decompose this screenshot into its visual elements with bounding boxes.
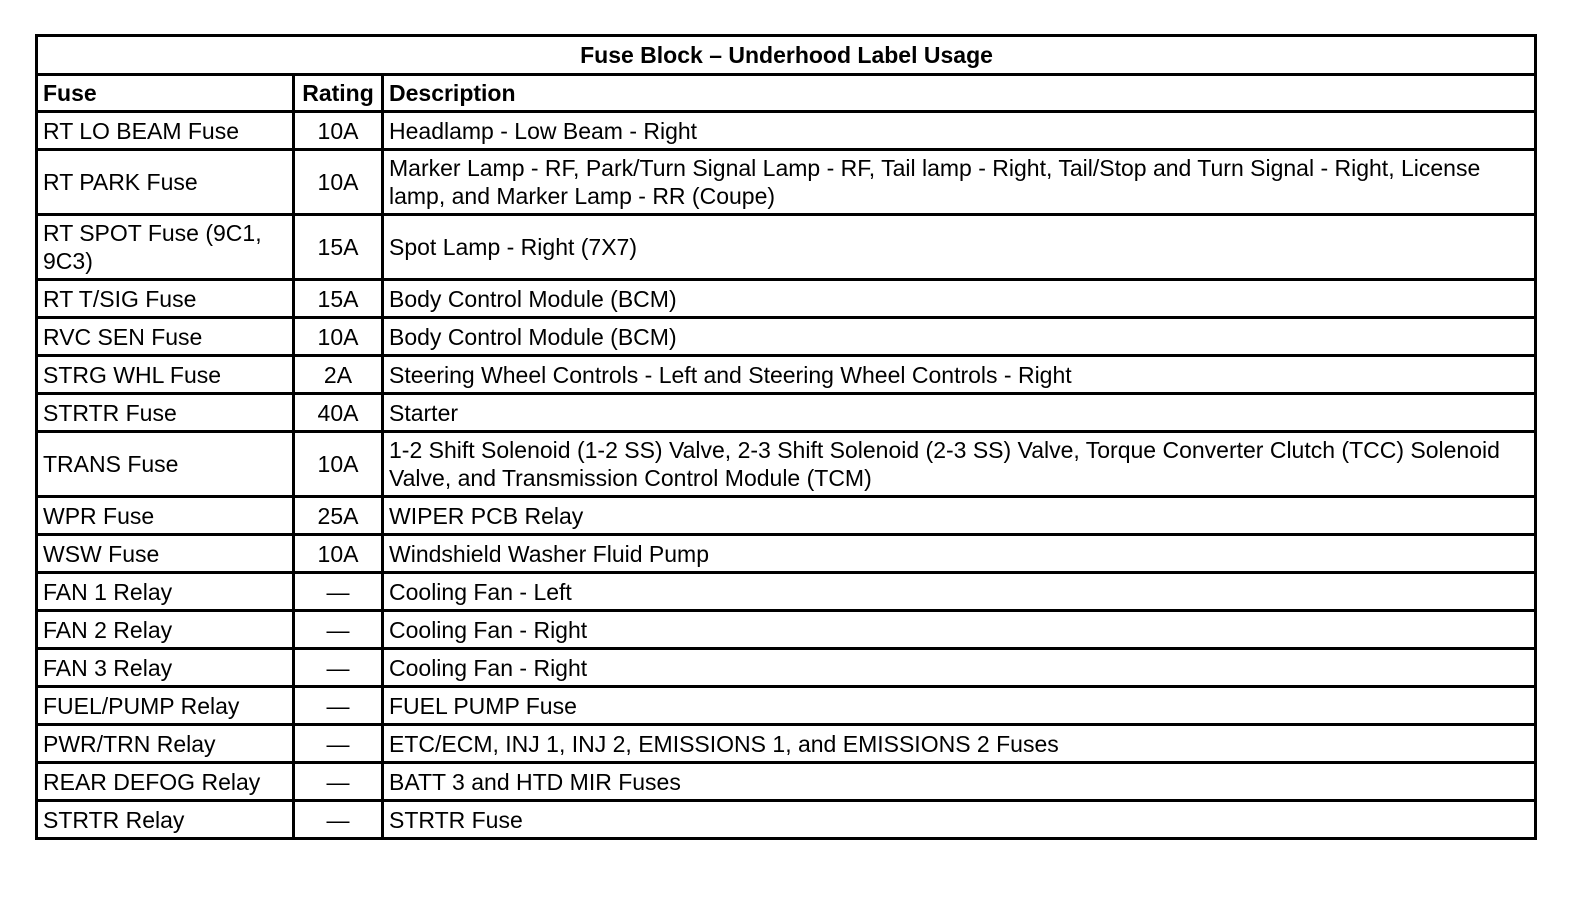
rating-cell: —	[294, 801, 383, 839]
fuse-cell: FAN 3 Relay	[37, 649, 294, 687]
description-cell: Body Control Module (BCM)	[383, 318, 1536, 356]
rating-cell: 10A	[294, 432, 383, 497]
table-row	[37, 318, 1536, 356]
table-row	[37, 280, 1536, 318]
description-cell: ETC/ECM, INJ 1, INJ 2, EMISSIONS 1, and EMISSIONS 2 Fuses	[383, 725, 1536, 763]
table-title-row	[37, 36, 1536, 75]
fuse-cell: FUEL/PUMP Relay	[37, 687, 294, 725]
table-row	[37, 497, 1536, 535]
table-row	[37, 535, 1536, 573]
fuse-cell: RT T/SIG Fuse	[37, 280, 294, 318]
description-cell: Headlamp - Low Beam - Right	[383, 112, 1536, 150]
rating-cell: 15A	[294, 280, 383, 318]
description-cell: Windshield Washer Fluid Pump	[383, 535, 1536, 573]
fuse-cell: REAR DEFOG Relay	[37, 763, 294, 801]
rating-cell: 2A	[294, 356, 383, 394]
fuse-cell: RT SPOT Fuse (9C1, 9C3)	[37, 215, 294, 280]
table-row	[37, 611, 1536, 649]
description-cell: Marker Lamp - RF, Park/Turn Signal Lamp - RF, Tail lamp - Right, Tail/Stop and Turn Signal - Right, License lamp, and Marker Lamp - RR (Coupe)	[383, 150, 1536, 215]
table-row	[37, 432, 1536, 497]
table-row	[37, 687, 1536, 725]
fuse-cell: TRANS Fuse	[37, 432, 294, 497]
rating-cell: —	[294, 687, 383, 725]
description-cell: WIPER PCB Relay	[383, 497, 1536, 535]
table-row	[37, 215, 1536, 280]
rating-cell: 10A	[294, 150, 383, 215]
description-cell: Spot Lamp - Right (7X7)	[383, 215, 1536, 280]
fuse-cell: FAN 1 Relay	[37, 573, 294, 611]
rating-cell: —	[294, 763, 383, 801]
description-cell: BATT 3 and HTD MIR Fuses	[383, 763, 1536, 801]
rating-cell: 10A	[294, 112, 383, 150]
table-title: Fuse Block – Underhood Label Usage	[37, 36, 1536, 75]
table-row	[37, 649, 1536, 687]
fuse-cell: PWR/TRN Relay	[37, 725, 294, 763]
table-header-row	[37, 75, 1536, 112]
table-row	[37, 394, 1536, 432]
fuse-cell: FAN 2 Relay	[37, 611, 294, 649]
header-rating: Rating	[294, 75, 383, 112]
table-row	[37, 763, 1536, 801]
table-row	[37, 356, 1536, 394]
fuse-cell: STRTR Fuse	[37, 394, 294, 432]
description-cell: Steering Wheel Controls - Left and Steering Wheel Controls - Right	[383, 356, 1536, 394]
table-row	[37, 112, 1536, 150]
rating-cell: 25A	[294, 497, 383, 535]
table-row	[37, 150, 1536, 215]
fuse-cell: WSW Fuse	[37, 535, 294, 573]
description-cell: Cooling Fan - Right	[383, 649, 1536, 687]
table-row	[37, 801, 1536, 839]
rating-cell: —	[294, 649, 383, 687]
rating-cell: —	[294, 725, 383, 763]
rating-cell: —	[294, 611, 383, 649]
description-cell: Body Control Module (BCM)	[383, 280, 1536, 318]
fuse-cell: WPR Fuse	[37, 497, 294, 535]
rating-cell: 10A	[294, 535, 383, 573]
description-cell: Cooling Fan - Right	[383, 611, 1536, 649]
description-cell: Starter	[383, 394, 1536, 432]
rating-cell: 10A	[294, 318, 383, 356]
table-row	[37, 725, 1536, 763]
description-cell: STRTR Fuse	[383, 801, 1536, 839]
fuse-cell: STRG WHL Fuse	[37, 356, 294, 394]
fuse-cell: RT PARK Fuse	[37, 150, 294, 215]
header-fuse: Fuse	[37, 75, 294, 112]
table-row	[37, 573, 1536, 611]
rating-cell: 15A	[294, 215, 383, 280]
fuse-block-table	[35, 34, 1537, 840]
description-cell: Cooling Fan - Left	[383, 573, 1536, 611]
description-cell: 1-2 Shift Solenoid (1-2 SS) Valve, 2-3 Shift Solenoid (2-3 SS) Valve, Torque Converter Clutch (TCC) Solenoid Valve, and Transmission Control Module (TCM)	[383, 432, 1536, 497]
header-description: Description	[383, 75, 1536, 112]
rating-cell: —	[294, 573, 383, 611]
fuse-cell: RVC SEN Fuse	[37, 318, 294, 356]
fuse-cell: RT LO BEAM Fuse	[37, 112, 294, 150]
description-cell: FUEL PUMP Fuse	[383, 687, 1536, 725]
rating-cell: 40A	[294, 394, 383, 432]
fuse-cell: STRTR Relay	[37, 801, 294, 839]
